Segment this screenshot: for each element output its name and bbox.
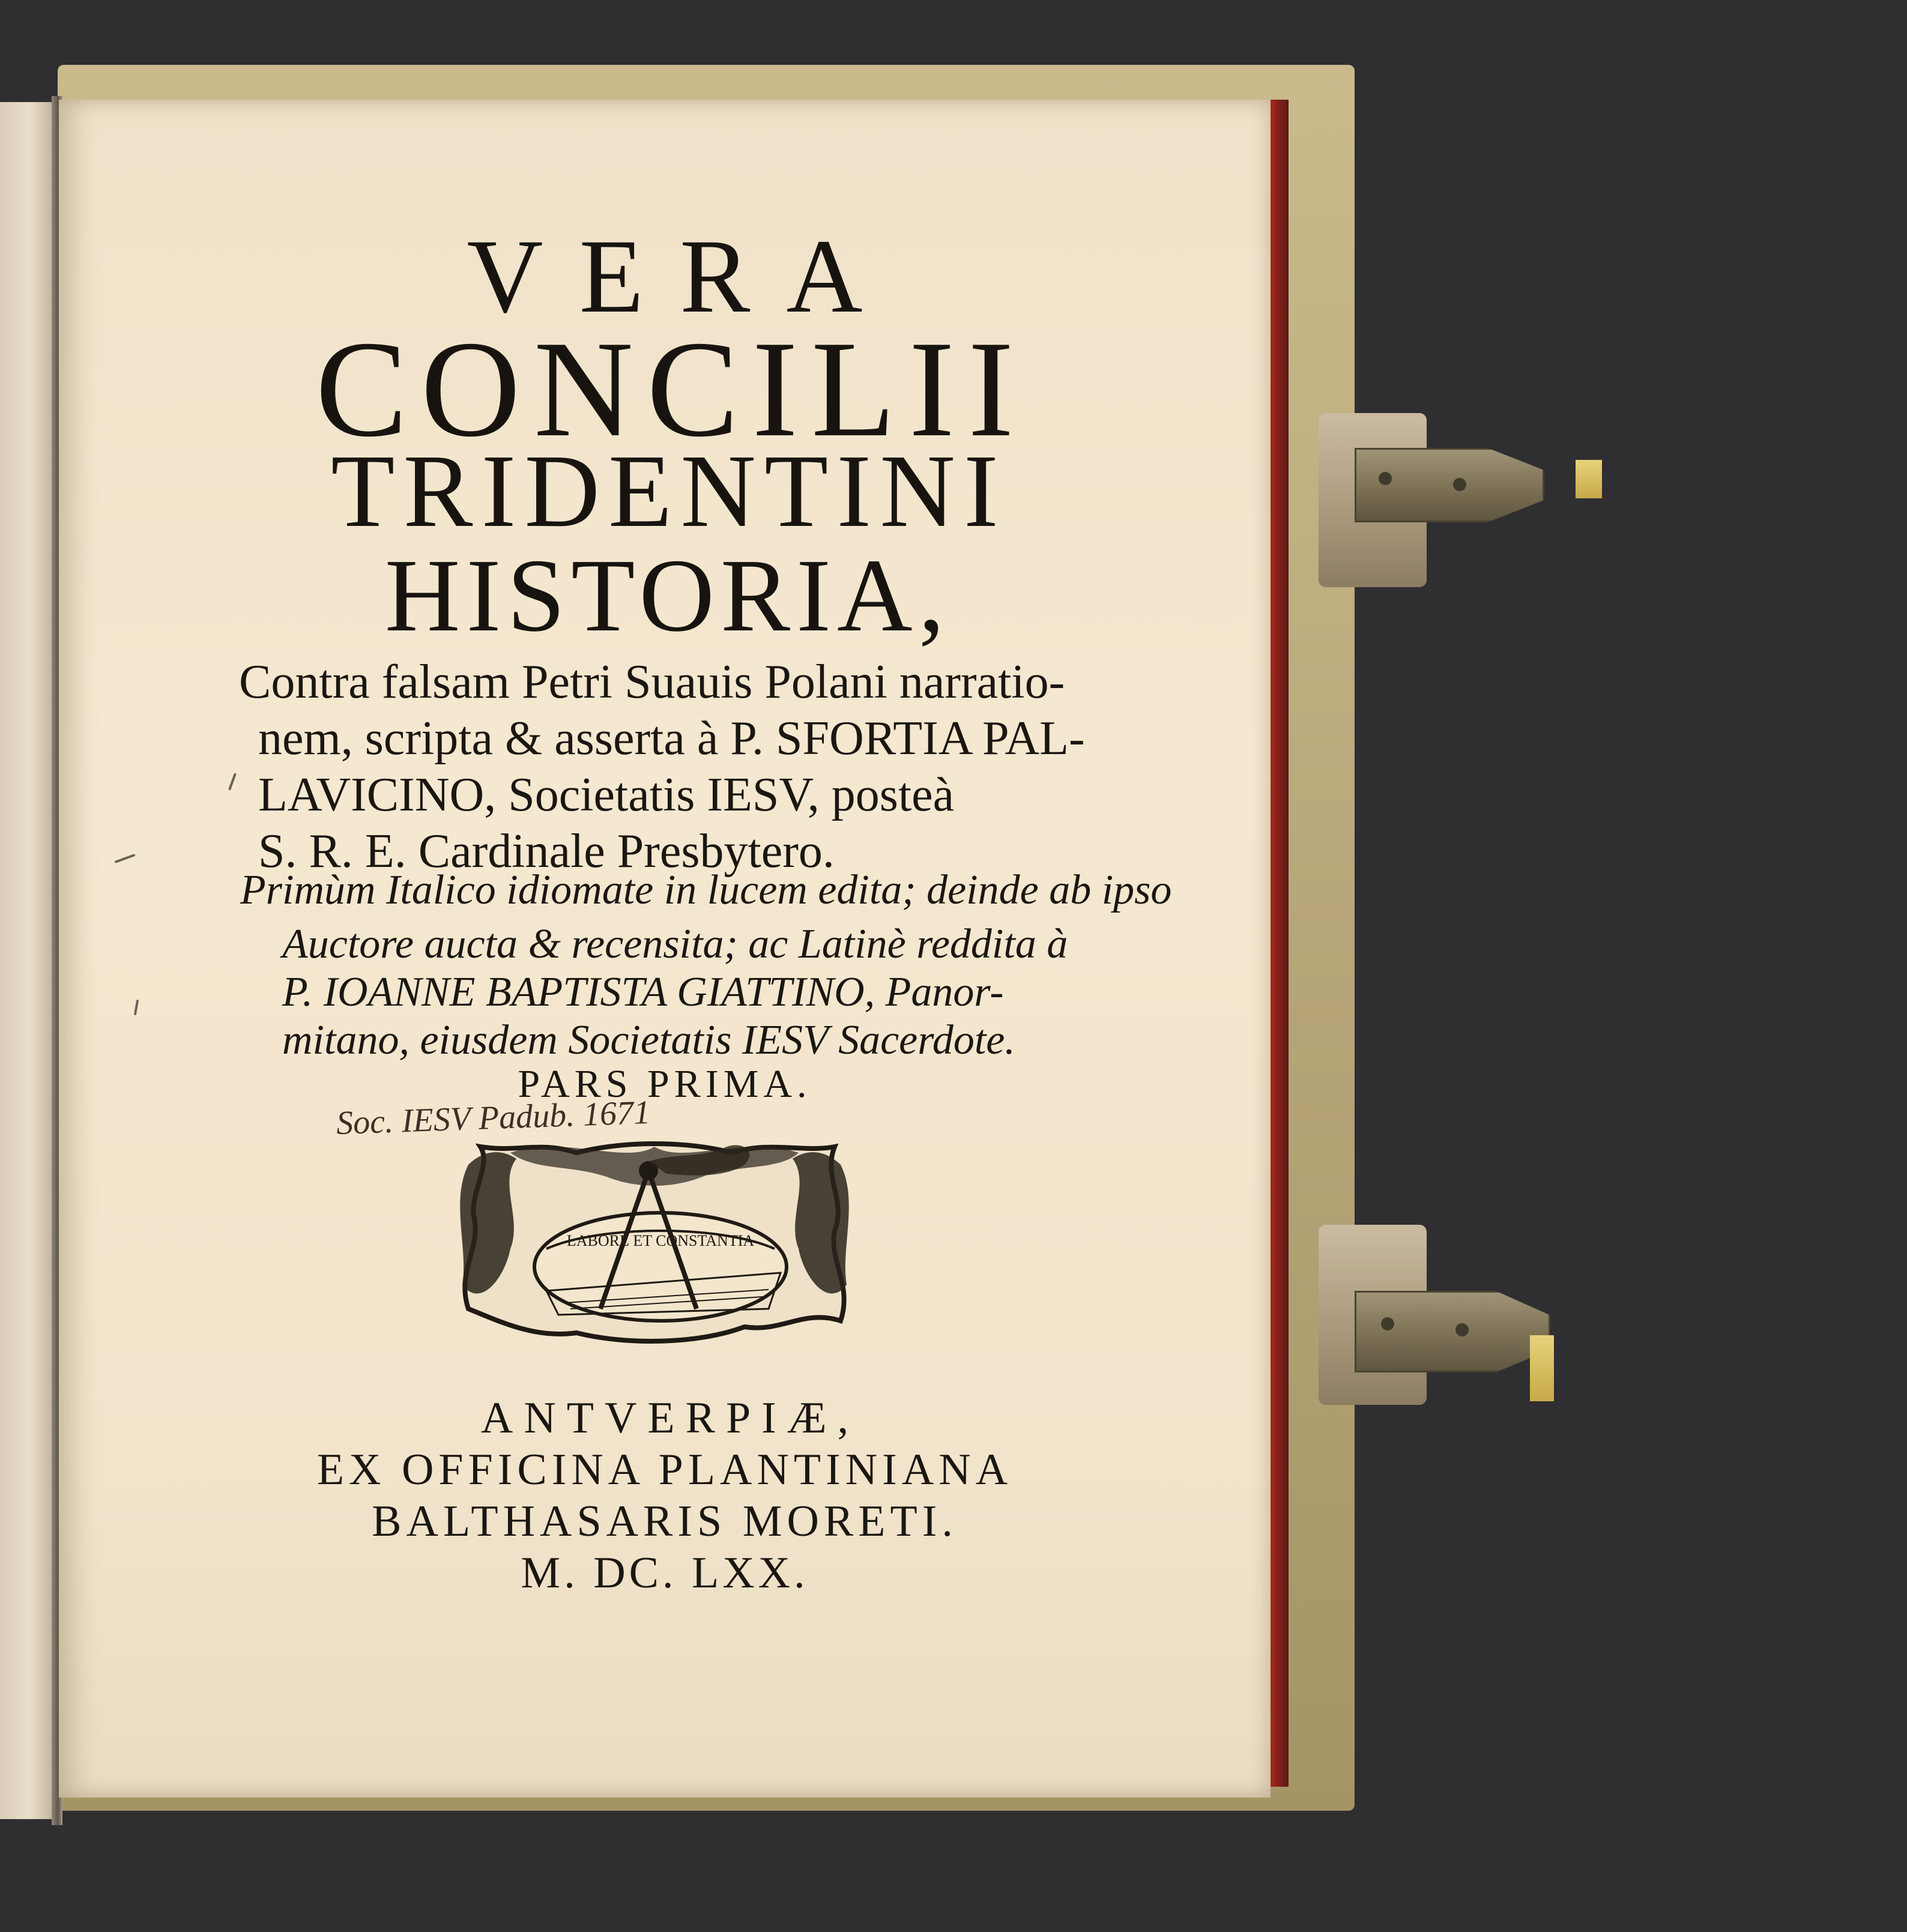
- printers-device-compass-icon: [444, 1129, 865, 1369]
- rivet-icon: [1455, 1323, 1469, 1336]
- edition-line-3: P. IOANNE BAPTISTA GIATTINO, Panor-: [282, 969, 1004, 1015]
- subtitle-line-4: S. R. E. Cardinale Presbytero.: [258, 825, 835, 878]
- imprint-date: M. DC. LXX.: [521, 1548, 809, 1598]
- rivet-icon: [1379, 472, 1392, 485]
- rivet-icon: [1381, 1317, 1394, 1330]
- title-line-3: TRIDENTINI: [331, 433, 1007, 549]
- upper-clasp-metal: [1355, 448, 1544, 522]
- title-line-1: VERA: [467, 218, 899, 335]
- subtitle-line-1: Contra falsam Petri Suauis Polani narratio-: [239, 656, 1065, 708]
- subtitle-line-2: nem, scripta & asserta à P. SFORTIA PAL-: [258, 712, 1085, 765]
- edition-line-1: Primùm Italico idiomate in lucem edita; deinde ab ipso: [240, 867, 1172, 913]
- subtitle-line-3: LAVICINO, Societatis IESV, posteà: [258, 768, 955, 821]
- rivet-icon: [1453, 478, 1466, 491]
- device-motto: LABORE ET CONSTANTIA: [566, 1232, 755, 1249]
- edition-line-2: Auctore aucta & recensita; ac Latinè reddita à: [282, 921, 1068, 967]
- title-line-2: CONCILII: [315, 312, 1027, 465]
- lower-clasp-metal: [1355, 1291, 1550, 1372]
- imprint-officina: EX OFFICINA PLANTINIANA: [316, 1445, 1013, 1494]
- imprint-city: ANTVERPIÆ,: [480, 1393, 860, 1443]
- handwritten-inscription: Soc. IESV Padub. 1671: [336, 1093, 651, 1143]
- title-line-4: HISTORIA,: [384, 537, 951, 653]
- part-label: PARS PRIMA.: [518, 1062, 812, 1106]
- left-page-edge: [0, 102, 54, 1819]
- imprint-printer: BALTHASARIS MORETI.: [372, 1497, 958, 1546]
- edition-line-4: mitano, eiusdem Societatis IESV Sacerdote.: [282, 1017, 1015, 1063]
- lower-clasp-tab: [1530, 1335, 1554, 1401]
- upper-clasp-tab: [1576, 460, 1602, 498]
